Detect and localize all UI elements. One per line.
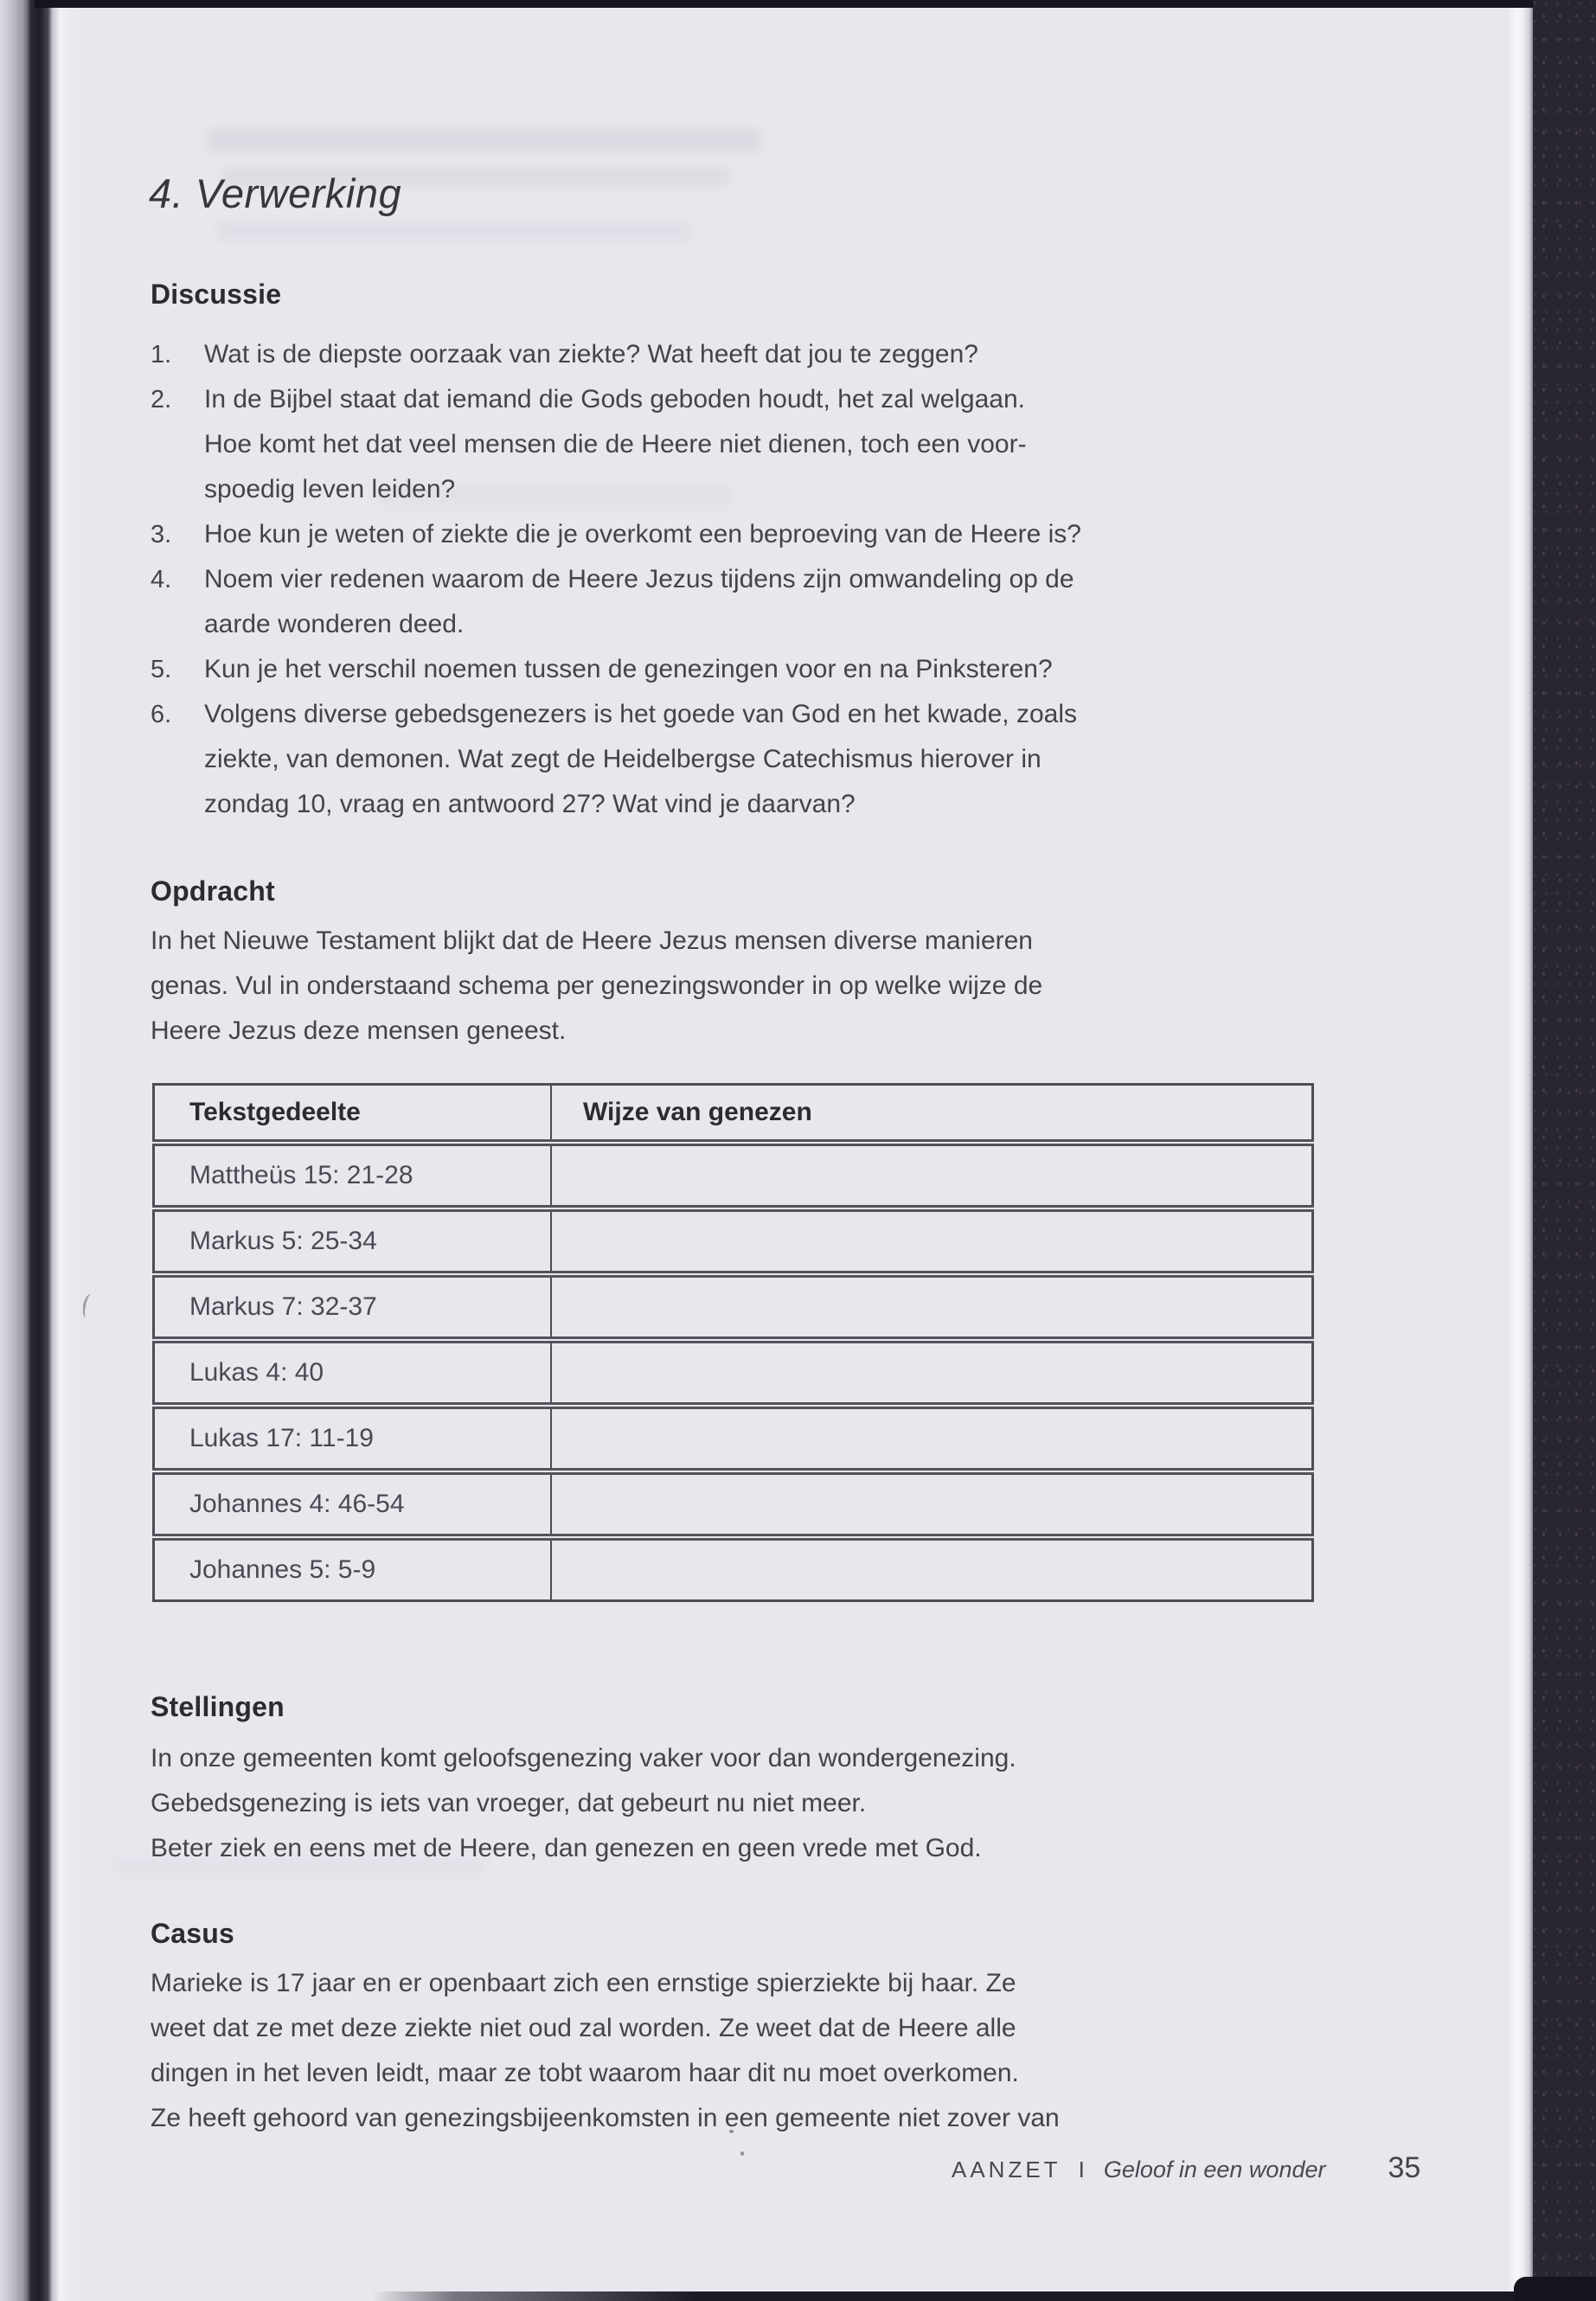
text-line: Gebedsgenezing is iets van vroeger, dat gebeurt nu niet meer. bbox=[151, 1789, 867, 1817]
table-column-header: Wijze van genezen bbox=[551, 1085, 1313, 1144]
item-text bbox=[204, 692, 1077, 827]
item-text bbox=[204, 647, 1053, 692]
answer-cell bbox=[551, 1143, 1313, 1208]
table-row bbox=[154, 1537, 1313, 1601]
passage-cell: Lukas 4: 40 bbox=[154, 1340, 552, 1406]
text-line: Volgens diverse gebedsgenezers is het goede van God en het kwade, zoals bbox=[204, 700, 1078, 728]
item-number: 4. bbox=[151, 566, 172, 593]
discussion-item bbox=[151, 647, 1081, 692]
section-heading-casus: Casus bbox=[151, 1918, 235, 1949]
casus-paragraph bbox=[151, 1961, 1060, 2141]
item-number: 3. bbox=[151, 521, 172, 548]
item-text bbox=[204, 332, 978, 377]
text-line: In het Nieuwe Testament blijkt dat de Heere Jezus mensen diverse manieren bbox=[151, 926, 1033, 955]
passage-cell: Markus 7: 32-37 bbox=[154, 1274, 552, 1340]
text-line: Hoe komt het dat veel mensen die de Heere niet dienen, toch een voor- bbox=[204, 430, 1027, 458]
book-cover-right-edge bbox=[1533, 0, 1596, 2301]
text-line: zondag 10, vraag en antwoord 27? Wat vind je daarvan? bbox=[204, 790, 856, 818]
text-line: Noem vier redenen waarom de Heere Jezus tijdens zijn omwandeling op de bbox=[204, 565, 1074, 593]
table-row bbox=[154, 1274, 1313, 1340]
item-text bbox=[204, 512, 1081, 557]
text-line: Heere Jezus deze mensen geneest. bbox=[151, 1016, 567, 1045]
answer-cell bbox=[551, 1471, 1313, 1537]
discussion-item bbox=[151, 557, 1081, 647]
footer-separator: I bbox=[1078, 2157, 1085, 2182]
text-line: Kun je het verschil noemen tussen de genezingen voor en na Pinksteren? bbox=[204, 655, 1053, 683]
table-column-header: Tekstgedeelte bbox=[154, 1085, 552, 1144]
page-title: 4. Verwerking bbox=[149, 170, 402, 216]
page-top-edge bbox=[35, 0, 1544, 8]
table-row bbox=[154, 1340, 1313, 1406]
item-text bbox=[204, 377, 1027, 512]
footer-book-title: Geloof in een wonder bbox=[1103, 2157, 1326, 2182]
text-line: aarde wonderen deed. bbox=[204, 610, 465, 638]
page-footer bbox=[952, 2151, 1420, 2185]
stellingen-paragraph bbox=[151, 1736, 1016, 1871]
page-number: 35 bbox=[1388, 2151, 1421, 2184]
item-number: 1. bbox=[151, 341, 172, 369]
section-heading-discussie: Discussie bbox=[151, 279, 282, 310]
discussion-item bbox=[151, 377, 1081, 512]
text-line: Wat is de diepste oorzaak van ziekte? Wat heeft dat jou te zeggen? bbox=[204, 340, 978, 369]
answer-cell bbox=[551, 1274, 1313, 1340]
text-line: Marieke is 17 jaar en er openbaart zich een ernstige spierziekte bij haar. Ze bbox=[151, 1969, 1016, 1997]
text-line: In de Bijbel staat dat iemand die Gods geboden houdt, het zal welgaan. bbox=[204, 385, 1025, 413]
opdracht-paragraph bbox=[151, 919, 1042, 1054]
passage-cell: Markus 5: 25-34 bbox=[154, 1208, 552, 1274]
item-number: 5. bbox=[151, 656, 172, 683]
text-line: Hoe kun je weten of ziekte die je overkomt een beproeving van de Heere is? bbox=[204, 520, 1081, 548]
passage-cell: Johannes 4: 46-54 bbox=[154, 1471, 552, 1537]
item-text bbox=[204, 557, 1074, 647]
table-row bbox=[154, 1208, 1313, 1274]
discussion-list bbox=[151, 332, 1081, 827]
table-row bbox=[154, 1471, 1313, 1537]
discussion-item bbox=[151, 692, 1081, 827]
text-line: spoedig leven leiden? bbox=[204, 475, 456, 503]
table-head bbox=[154, 1085, 1313, 1144]
section-heading-stellingen: Stellingen bbox=[151, 1691, 285, 1722]
text-line: dingen in het leven leidt, maar ze tobt waarom haar dit nu moet overkomen. bbox=[151, 2059, 1019, 2087]
passage-cell: Lukas 17: 11-19 bbox=[154, 1406, 552, 1471]
text-line: genas. Vul in onderstaand schema per genezingswonder in op welke wijze de bbox=[151, 971, 1043, 1000]
table-body bbox=[154, 1143, 1313, 1601]
answer-cell bbox=[551, 1340, 1313, 1406]
text-line: weet dat ze met deze ziekte niet oud zal worden. Ze weet dat de Heere alle bbox=[151, 2014, 1016, 2042]
section-heading-opdracht: Opdracht bbox=[151, 875, 275, 907]
table-header-row bbox=[154, 1085, 1313, 1144]
answer-cell bbox=[551, 1537, 1313, 1601]
healing-schema-table bbox=[152, 1083, 1314, 1602]
text-line: Ze heeft gehoord van genezingsbijeenkomsten in een gemeente niet zover van bbox=[151, 2104, 1060, 2132]
answer-cell bbox=[551, 1208, 1313, 1274]
discussion-item bbox=[151, 332, 1081, 377]
healing-schema-table-wrapper bbox=[152, 1083, 1314, 1602]
table-row bbox=[154, 1406, 1313, 1471]
text-line: In onze gemeenten komt geloofsgenezing vaker voor dan wondergenezing. bbox=[151, 1744, 1016, 1772]
answer-cell bbox=[551, 1406, 1313, 1471]
page-bottom-edge bbox=[372, 2291, 1544, 2301]
text-line: Beter ziek en eens met de Heere, dan genezen en geen vrede met God. bbox=[151, 1834, 982, 1862]
text-line: ziekte, van demonen. Wat zegt de Heidelbergse Catechismus hierover in bbox=[204, 745, 1042, 773]
item-number: 6. bbox=[151, 701, 172, 728]
passage-cell: Johannes 5: 5-9 bbox=[154, 1537, 552, 1601]
discussion-item bbox=[151, 512, 1081, 557]
page-right-edge-highlight bbox=[1507, 0, 1533, 2301]
passage-cell: Mattheüs 15: 21-28 bbox=[154, 1143, 552, 1208]
page-corner-shadow bbox=[1514, 2277, 1596, 2301]
footer-brand: AANZET bbox=[952, 2157, 1061, 2182]
item-number: 2. bbox=[151, 386, 172, 413]
table-row bbox=[154, 1143, 1313, 1208]
book-gutter-edge bbox=[0, 0, 83, 2301]
